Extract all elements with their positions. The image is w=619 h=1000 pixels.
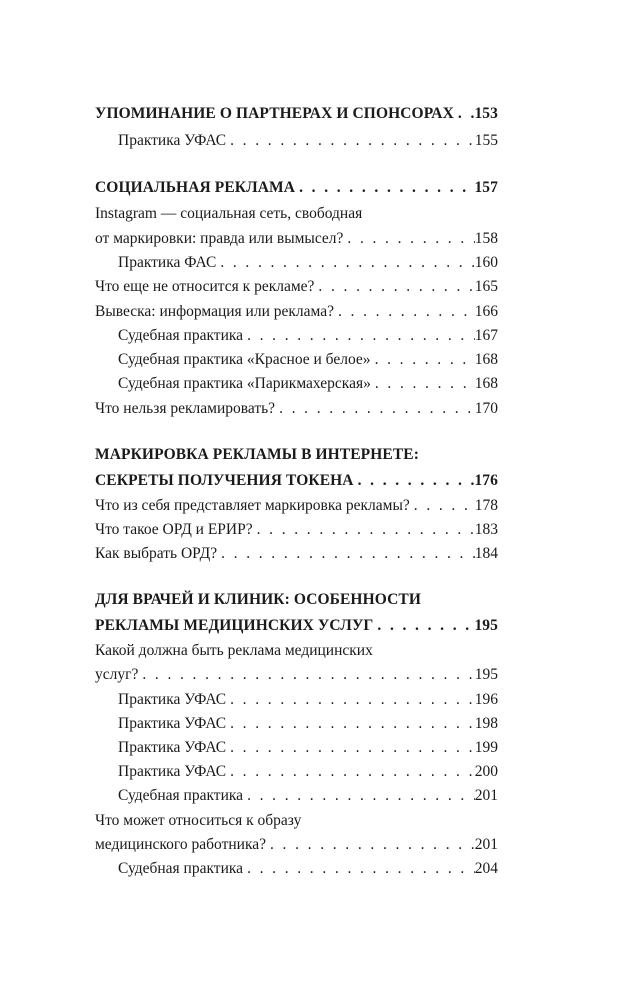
toc-page-number: 198	[474, 715, 498, 732]
leader-dots	[266, 835, 475, 855]
toc-page-number: 196	[474, 691, 498, 708]
leader-dots	[226, 714, 475, 734]
toc-entry-text: Практика УФАС	[118, 739, 227, 756]
leader-dots	[226, 738, 475, 758]
toc-page-number: 155	[474, 132, 498, 149]
toc-heading-text: УПОМИНАНИЕ О ПАРТНЕРАХ И СПОНСОРАХ	[95, 105, 454, 122]
toc-entry-text: Что из себя представляет маркировка рекламы?	[95, 497, 410, 514]
leader-dots	[226, 762, 475, 782]
toc-page-number: 170	[474, 400, 498, 417]
toc-entry-line	[95, 807, 498, 831]
leader-dots	[226, 690, 475, 710]
leader-dots	[454, 104, 475, 124]
toc-entry-text: Судебная практика	[118, 860, 244, 877]
toc-page-number: 201	[474, 836, 498, 853]
toc-entry-text: от маркировки: правда или вымысел?	[95, 230, 344, 247]
toc-page-number: 183	[474, 521, 498, 538]
leader-dots	[226, 131, 475, 151]
toc-entry-text: Практика УФАС	[118, 763, 227, 780]
toc-page-number: 166	[474, 303, 498, 320]
toc-page-number: 160	[474, 254, 498, 271]
toc-page-number: 168	[474, 375, 498, 392]
leader-dots	[275, 399, 475, 419]
leader-dots	[334, 302, 475, 322]
toc-entry	[95, 395, 498, 419]
toc-entry-line	[95, 637, 498, 661]
toc-entry-text: Практика УФАС	[118, 691, 227, 708]
toc-entry	[118, 346, 498, 370]
toc-entry-text: Вывеска: информация или реклама?	[95, 303, 334, 320]
toc-page-number: 199	[474, 739, 498, 756]
toc-entry-text: Судебная практика	[118, 327, 244, 344]
toc-entry-text: медицинского работника?	[95, 836, 266, 853]
toc-heading-text: МАРКИРОВКА РЕКЛАМЫ В ИНТЕРНЕТЕ:	[95, 446, 419, 463]
toc-entry-text: Instagram — социальная сеть, свободная	[95, 205, 363, 222]
toc-entry	[95, 540, 498, 564]
toc-page-number: 157	[474, 179, 498, 196]
leader-dots	[354, 471, 475, 491]
toc-entry-text: Как выбрать ОРД?	[95, 545, 218, 562]
toc-entry-text: Практика ФАС	[118, 254, 217, 271]
toc-page-number: 201	[474, 787, 498, 804]
toc-entry-text: Какой должна быть реклама медицинских	[95, 642, 373, 659]
toc-entry-text: Что еще не относится к рекламе?	[95, 278, 315, 295]
toc-entry	[95, 661, 498, 685]
toc-entry	[118, 782, 498, 806]
toc-heading-text: РЕКЛАМЫ МЕДИЦИНСКИХ УСЛУГ	[95, 617, 374, 634]
toc-page-number: 195	[474, 666, 498, 683]
toc-entry	[95, 516, 498, 540]
toc-entry-text: услуг?	[95, 666, 139, 683]
leader-dots	[243, 859, 475, 879]
toc-entry	[95, 273, 498, 297]
toc-entry-text: Что нельзя рекламировать?	[95, 400, 276, 417]
toc-section-heading	[95, 467, 498, 491]
toc-section-heading	[95, 100, 498, 124]
toc-entry-text: Судебная практика «Красное и белое»	[118, 351, 371, 368]
toc-entry	[118, 686, 498, 710]
toc-heading-text: СОЦИАЛЬНАЯ РЕКЛАМА	[95, 179, 296, 196]
leader-dots	[410, 496, 475, 516]
toc-page-number: 178	[474, 497, 498, 514]
toc-entry-text: Судебная практика	[118, 787, 244, 804]
toc-section-heading	[95, 612, 498, 636]
leader-dots	[373, 616, 474, 636]
toc-entry	[118, 710, 498, 734]
toc-entry	[118, 758, 498, 782]
leader-dots	[216, 253, 474, 273]
toc-entry-text: Что такое ОРД и ЕРИР?	[95, 521, 253, 538]
toc-page-number: 158	[474, 230, 498, 247]
toc-page-number: 168	[474, 351, 498, 368]
leader-dots	[295, 178, 474, 198]
toc-entry-text: Судебная практика «Парикмахерская»	[118, 375, 371, 392]
toc-entry	[118, 370, 498, 394]
leader-dots	[343, 229, 474, 249]
toc-page-number: 200	[474, 763, 498, 780]
toc-heading-text: ДЛЯ ВРАЧЕЙ И КЛИНИК: ОСОБЕННОСТИ	[95, 591, 421, 608]
toc-entry-line	[95, 200, 498, 224]
toc-page-number: 176	[474, 472, 498, 489]
leader-dots	[138, 665, 474, 685]
toc-entry	[95, 298, 498, 322]
toc-section-heading-line	[95, 441, 498, 465]
toc-entry	[118, 249, 498, 273]
toc-section-heading	[95, 174, 498, 198]
toc-page-number: 153	[474, 105, 498, 122]
toc-entry-text: Практика УФАС	[118, 132, 227, 149]
leader-dots	[371, 350, 475, 370]
toc-page-number: 165	[474, 278, 498, 295]
leader-dots	[371, 374, 475, 394]
toc-entry	[95, 492, 498, 516]
toc-entry	[95, 225, 498, 249]
toc-entry	[95, 831, 498, 855]
toc-section-heading-line	[95, 586, 498, 610]
toc-entry	[118, 127, 498, 151]
toc-page-number: 195	[474, 617, 498, 634]
leader-dots	[314, 277, 474, 297]
leader-dots	[243, 326, 475, 346]
leader-dots	[243, 786, 475, 806]
toc-entry-text: Практика УФАС	[118, 715, 227, 732]
toc-entry	[118, 322, 498, 346]
toc-page-number: 184	[474, 545, 498, 562]
toc-page-number: 204	[474, 860, 498, 877]
toc-heading-text: СЕКРЕТЫ ПОЛУЧЕНИЯ ТОКЕНА	[95, 472, 354, 489]
toc-page-number: 167	[474, 327, 498, 344]
toc-entry	[118, 734, 498, 758]
toc-entry-text: Что может относиться к образу	[95, 812, 302, 829]
leader-dots	[217, 544, 475, 564]
leader-dots	[253, 520, 475, 540]
toc-entry	[118, 855, 498, 879]
